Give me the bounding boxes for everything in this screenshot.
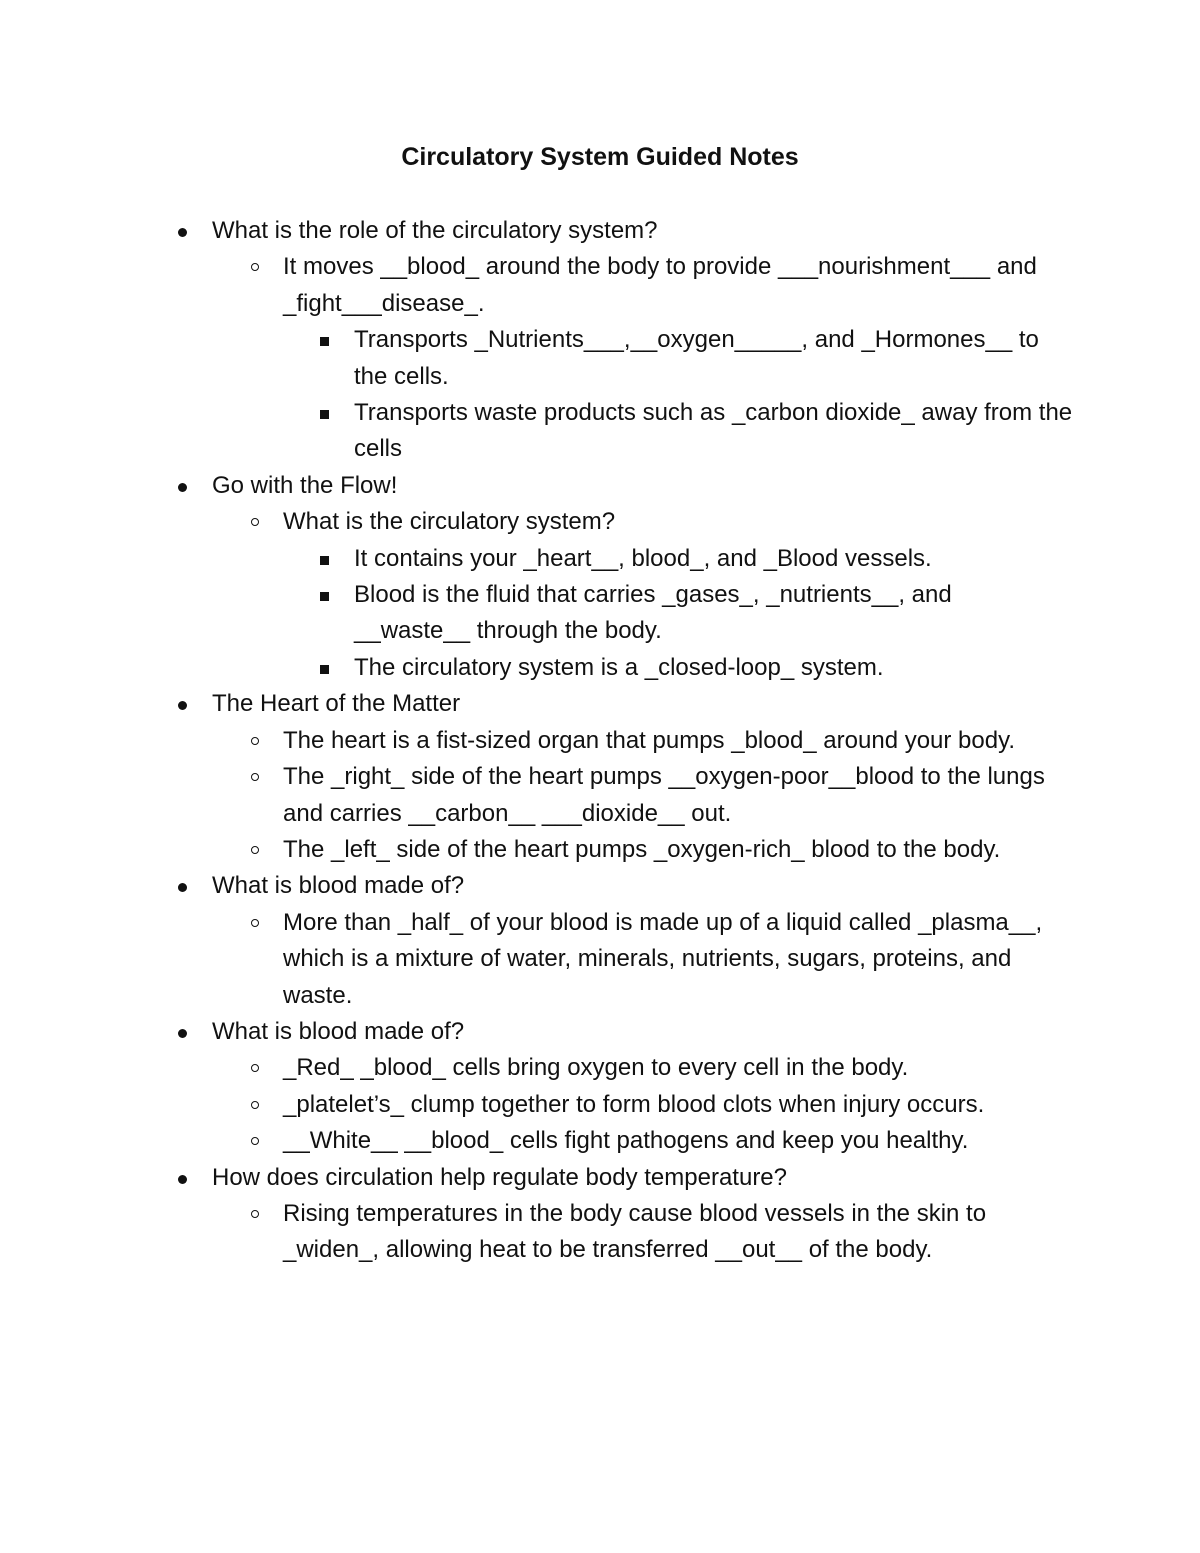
list-item-text: What is blood made of?: [212, 872, 465, 900]
list-item: [0, 1123, 1073, 1159]
bullet-circle-icon: [251, 1064, 259, 1072]
notes-outline: [0, 213, 1200, 1269]
bullet-square-icon: [320, 556, 329, 565]
bullet-disc-icon: [178, 228, 187, 237]
bullet-square-icon: [320, 410, 329, 419]
bullet-square-icon: [320, 592, 329, 601]
list-item-text: Rising temperatures in the body cause blood vessels in the skin to _widen_, allowing heat to be transferred __out__ of the body.: [283, 1199, 987, 1264]
list-item: [0, 213, 1072, 249]
bullet-circle-icon: [251, 263, 259, 271]
list-item: [0, 868, 1072, 904]
list-item-text: It contains your _heart__, blood_, and _Blood vessels.: [354, 544, 932, 572]
list-item-text: The circulatory system is a _closed-loop_ system.: [354, 653, 884, 681]
bullet-circle-icon: [251, 518, 259, 526]
list-item-text: _platelet’s_ clump together to form blood clots when injury occurs.: [283, 1090, 985, 1118]
list-item: [0, 686, 1072, 722]
list-item: [0, 759, 1073, 832]
bullet-circle-icon: [251, 919, 259, 927]
list-item-text: Transports waste products such as _carbon dioxide_ away from the cells: [354, 399, 1073, 463]
list-item-text: _Red_ _blood_ cells bring oxygen to every cell in the body.: [283, 1054, 909, 1082]
list-item: [0, 468, 1072, 504]
bullet-circle-icon: [251, 846, 259, 854]
list-item: [0, 249, 1073, 322]
bullet-disc-icon: [178, 701, 187, 710]
bullet-circle-icon: [251, 1101, 259, 1109]
list-item-text: The _right_ side of the heart pumps __oxygen-poor__blood to the lungs and carries __carbon__ ___dioxide__ out.: [283, 763, 1045, 827]
list-item: [0, 723, 1073, 759]
bullet-circle-icon: [251, 1137, 259, 1145]
bullet-square-icon: [320, 337, 329, 346]
bullet-disc-icon: [178, 483, 187, 492]
list-item: [0, 504, 1073, 540]
list-item-text: The heart is a fist-sized organ that pumps _blood_ around your body.: [283, 726, 1015, 754]
bullet-disc-icon: [178, 883, 187, 892]
list-item-text: Blood is the fluid that carries _gases_, _nutrients__, and __waste__ through the body.: [354, 581, 952, 645]
bullet-circle-icon: [251, 1210, 259, 1218]
bullet-circle-icon: [251, 773, 259, 781]
list-item: [0, 1087, 1073, 1123]
list-item-text: Transports _Nutrients___,__oxygen_____, and _Hormones__ to the cells.: [354, 326, 1039, 390]
list-item-text: What is the circulatory system?: [283, 508, 616, 536]
bullet-disc-icon: [178, 1029, 187, 1038]
list-item-text: More than _half_ of your blood is made up of a liquid called _plasma__, which is a mixture of water, minerals, nutrients, sugars, proteins, and waste.: [283, 908, 1043, 1009]
list-item-text: __White__ __blood_ cells fight pathogens and keep you healthy.: [283, 1127, 969, 1155]
list-item-text: The _left_ side of the heart pumps _oxygen-rich_ blood to the body.: [283, 835, 1001, 863]
list-item-text: Go with the Flow!: [212, 471, 398, 499]
list-item: [0, 1050, 1073, 1086]
list-item: [0, 1196, 1073, 1269]
list-item-text: What is blood made of?: [212, 1017, 465, 1045]
list-item-text: The Heart of the Matter: [212, 690, 461, 718]
bullet-square-icon: [320, 665, 329, 674]
list-item: [0, 322, 1074, 395]
list-item-text: What is the role of the circulatory system?: [212, 217, 658, 244]
bullet-disc-icon: [178, 1175, 187, 1184]
bullet-circle-icon: [251, 737, 259, 745]
list-item: [0, 650, 1074, 686]
list-item: [0, 577, 1074, 650]
list-item-text: It moves __blood_ around the body to provide ___nourishment___ and _fight___disease_.: [283, 253, 1037, 317]
list-item: [0, 1160, 1072, 1196]
list-item: [0, 832, 1073, 868]
list-item: [0, 541, 1074, 577]
list-item: [0, 395, 1074, 468]
list-item: [0, 1014, 1072, 1050]
list-item-text: How does circulation help regulate body temperature?: [212, 1163, 788, 1191]
document-title: Circulatory System Guided Notes: [401, 143, 799, 171]
list-item: [0, 905, 1073, 1014]
